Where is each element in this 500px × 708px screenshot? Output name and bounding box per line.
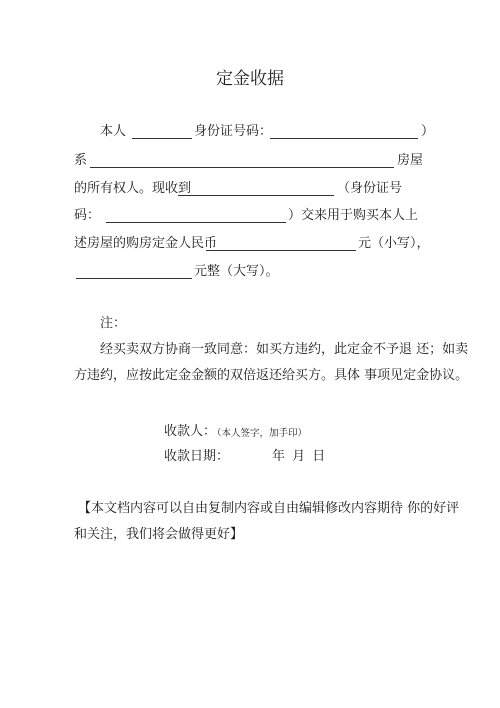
blank-payer-id[interactable] xyxy=(106,222,286,223)
footer-line-2: 和关注，我们将会做得更好】 xyxy=(74,527,244,542)
text-benren: 本人 xyxy=(100,124,127,139)
document-title: 定金收据 xyxy=(216,69,284,89)
blank-property-address[interactable] xyxy=(90,167,394,168)
text-id-open: （身份证号 xyxy=(337,181,403,196)
text-paid-for: ）交来用于购买本人上 xyxy=(288,208,419,223)
receiver-label: 收款人： xyxy=(164,424,217,439)
blank-id-number[interactable] xyxy=(270,138,418,139)
note-label: 注： xyxy=(100,316,127,331)
text-close-paren: ） xyxy=(421,124,435,139)
text-house: 房屋 xyxy=(397,153,424,168)
text-yuan-capital: 元整（大写）。 xyxy=(194,264,279,279)
text-yuan-small: 元（小写）， xyxy=(358,236,430,251)
blank-amount-small[interactable] xyxy=(206,250,356,251)
date-ymd: 年 月 日 xyxy=(272,449,326,464)
text-owner-received: 的所有权人。现收到 xyxy=(74,181,192,196)
blank-payer-name[interactable] xyxy=(178,195,334,196)
text-xi: 系 xyxy=(74,153,88,168)
text-deposit-rmb: 述房屋的购房定金人民币 xyxy=(74,236,218,251)
text-id-number-label: 身份证号码： xyxy=(194,124,273,139)
blank-name[interactable] xyxy=(132,138,192,139)
date-label: 收款日期： xyxy=(164,449,230,464)
note-line-1: 经买卖双方协商一致同意：如买方违约，此定金不予退 还；如卖 xyxy=(100,342,469,357)
footer-line-1: 【本文档内容可以自由复制内容或自由编辑修改内容期待 你的好评 xyxy=(78,501,460,516)
text-ma: 码： xyxy=(74,208,101,223)
receiver-hint: （本人签字，加手印） xyxy=(212,428,308,439)
blank-amount-capital[interactable] xyxy=(76,278,192,279)
note-line-2: 方违约，应按此定金金额的双倍返还给买方。具体 事项见定金协议。 xyxy=(74,368,469,383)
